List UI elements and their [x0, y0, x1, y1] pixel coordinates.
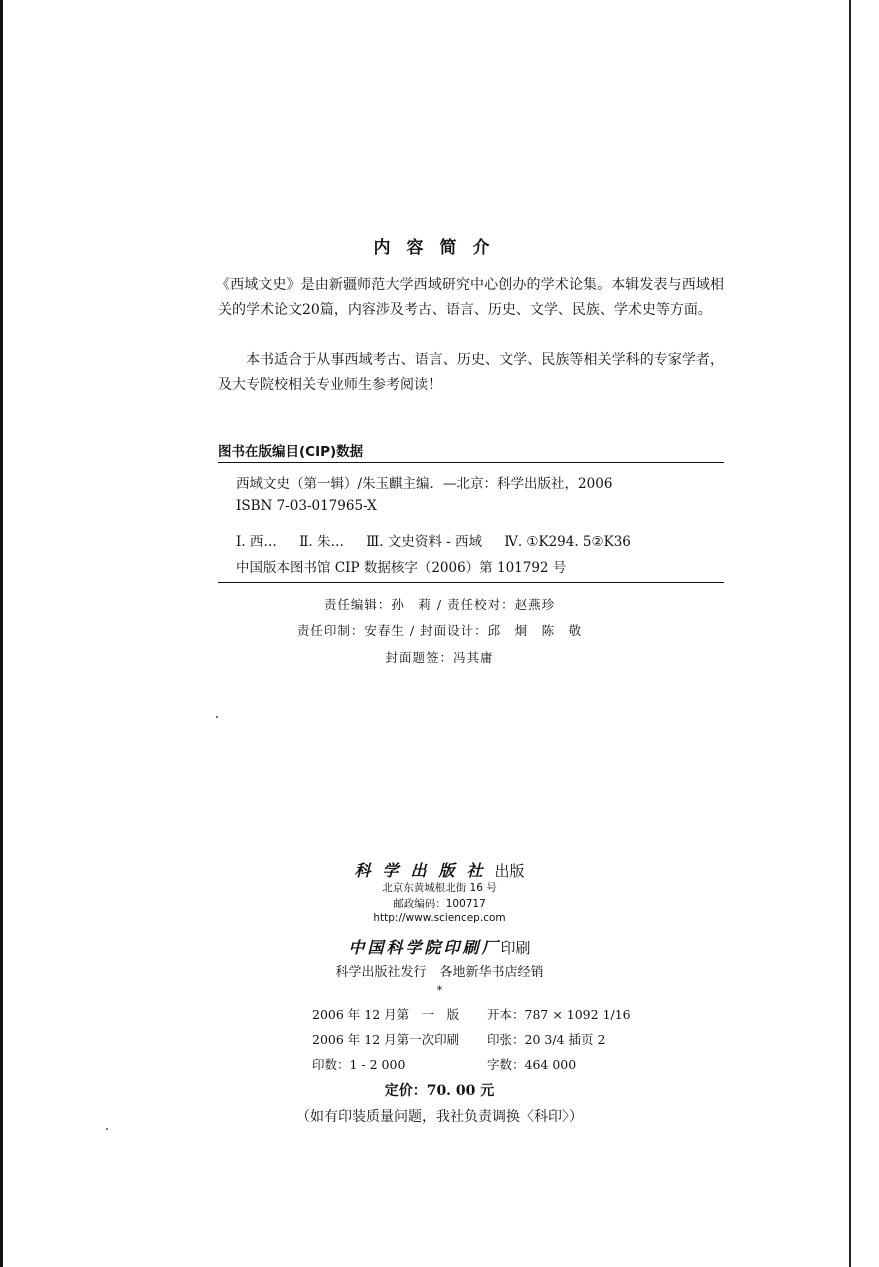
cip-classification	[236, 530, 649, 550]
cip-top-rule	[218, 462, 724, 463]
summary-paragraph-2: 本书适合于从事西域考古、语言、历史、文学、民族等相关学科的专家学者，及大专院校相关专业师生参考阅读！	[218, 352, 724, 393]
publisher-address: 北京东黄城根北街 16 号	[382, 882, 497, 894]
cip-title-line: 西域文史（第一辑）/朱玉麒主编．—北京：科学出版社，2006	[236, 476, 613, 492]
edition-date: 2006 年 12 月第 一 版	[312, 1007, 460, 1022]
publisher-postcode: 邮政编码：100717	[393, 898, 486, 910]
separator-asterisk: *	[436, 984, 443, 997]
cip-record-number: 中国版本图书馆 CIP 数据核字（2006）第 101792 号	[236, 560, 567, 576]
cip-class-2: Ⅱ. 朱…	[299, 534, 344, 550]
credits-cover-inscription: 封面题签：冯其庸	[385, 650, 494, 665]
cip-bottom-rule	[218, 582, 724, 583]
summary-paragraph-1: 《西域文史》是由新疆师范大学西域研究中心创办的学术论集。本辑发表与西域相关的学术论文20篇，内容涉及考古、语言、历史、文学、民族、学术史等方面。	[216, 277, 724, 318]
summary-title: 内容简介	[373, 238, 506, 258]
scan-speck	[106, 1128, 108, 1130]
cip-class-1: Ⅰ. 西…	[236, 534, 277, 550]
distribution-line: 科学出版社发行 各地新华书店经销	[335, 965, 544, 980]
publisher-suffix: 出版	[494, 862, 525, 880]
publisher-line	[0, 858, 879, 881]
scan-speck	[216, 716, 218, 718]
printed-sheets: 印张：20 3/4 插页 2	[487, 1032, 606, 1047]
publisher-name: 科学出版社	[354, 861, 495, 880]
cip-class-3: Ⅲ. 文史资料 - 西域	[366, 534, 483, 550]
price: 定价：70. 00 元	[384, 1083, 495, 1099]
printer-line	[0, 935, 879, 958]
cip-class-4: Ⅳ. ①K294. 5②K36	[504, 534, 631, 550]
publisher-url: http://www.sciencep.com	[373, 912, 506, 924]
printing-date: 2006 年 12 月第一次印刷	[312, 1032, 460, 1047]
book-format: 开本：787 × 1092 1/16	[487, 1007, 631, 1022]
cip-heading: 图书在版编目(CIP)数据	[218, 444, 364, 460]
credits-production: 责任印制：安春生 / 封面设计：邱 炯 陈 敬	[296, 623, 583, 638]
print-run: 印数：1 - 2 000	[312, 1057, 406, 1072]
quality-note: （如有印装质量问题，我社负责调换〈科印〉）	[296, 1109, 583, 1125]
credits-editors: 责任编辑：孙 莉 / 责任校对：赵燕珍	[323, 597, 556, 612]
word-count: 字数：464 000	[487, 1057, 577, 1072]
cip-isbn: ISBN 7-03-017965-X	[236, 498, 377, 514]
printer-name: 中国科学院印刷厂	[348, 938, 501, 957]
printer-suffix: 印刷	[500, 939, 531, 957]
